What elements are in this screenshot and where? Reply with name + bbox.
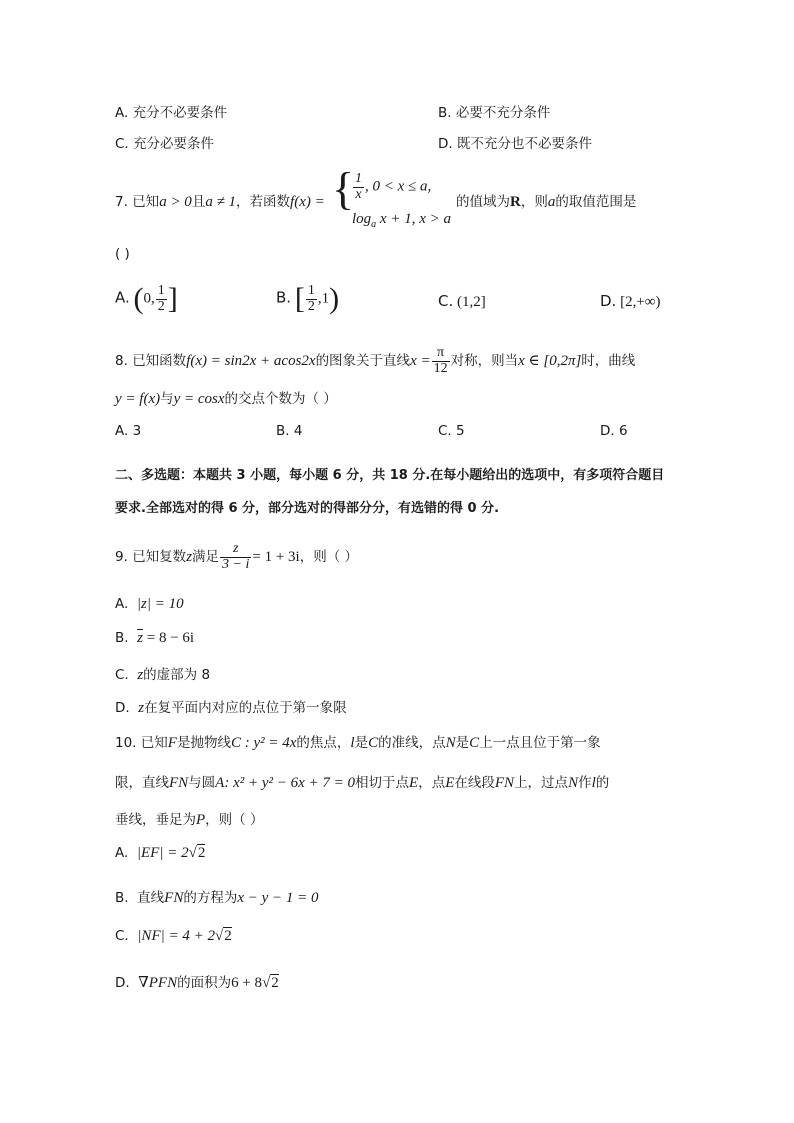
variable: FN xyxy=(169,775,189,791)
variable: z xyxy=(138,700,145,716)
q6-option-d: D. 既不充分也不必要条件 xyxy=(438,136,592,152)
variable: z xyxy=(137,667,144,683)
piecewise-case-2 xyxy=(352,211,451,230)
q8-option-b: B. 4 xyxy=(276,423,303,439)
q10-stem-line2 xyxy=(115,771,609,792)
q7-stem-tail xyxy=(456,190,636,211)
function-math: y = cosx xyxy=(173,391,225,407)
stem-text: 与 xyxy=(160,391,174,407)
interval-math: x ∈ [0,2π] xyxy=(518,353,582,370)
q7-option-a xyxy=(115,284,178,314)
stem-text: 的图象关于直线 xyxy=(315,353,411,370)
stem-text: 限，直线 xyxy=(115,775,169,791)
variable: E xyxy=(409,775,419,791)
q9-option-a xyxy=(115,596,184,613)
numerator: π xyxy=(432,346,450,362)
option-math: = 8 − 6i xyxy=(143,630,195,646)
fraction xyxy=(156,284,167,314)
stem-text: 与圆 xyxy=(188,775,216,791)
q8-option-a: A. 3 xyxy=(115,423,142,439)
stem-text: 已知复数 xyxy=(132,549,187,566)
question-number: 7. xyxy=(115,194,128,210)
sqrt-symbol: √ xyxy=(262,975,271,991)
q9-option-c xyxy=(115,663,210,684)
piecewise-brace: { xyxy=(332,163,355,214)
denominator: 3 − i xyxy=(222,556,250,572)
condition-math: a ≠ 1 xyxy=(205,194,237,210)
section-heading-line1: 二、多选题：本题共 3 小题，每小题 6 分，共 18 分.在每小题给出的选项中，有多项符合题目 xyxy=(115,468,665,483)
option-math: |EF| = 2 xyxy=(136,845,189,861)
q10-option-d xyxy=(115,971,279,992)
variable: FN xyxy=(494,775,515,791)
stem-text: 满足 xyxy=(192,549,220,566)
q9-option-b xyxy=(115,630,194,647)
variable: FN xyxy=(164,890,184,906)
q6-option-a: A. 充分不必要条件 xyxy=(115,105,228,121)
triangle-label: ∇PFN xyxy=(138,975,178,991)
denominator: 2 xyxy=(157,298,165,314)
option-label: D. xyxy=(115,975,130,991)
stem-text: 的取值范围是 xyxy=(555,194,637,210)
option-math: |NF| = 4 + 2 xyxy=(137,928,215,944)
numerator: 1 xyxy=(157,283,165,298)
q6-option-b: B. 必要不充分条件 xyxy=(438,105,551,121)
stem-text: 是抛物线 xyxy=(176,735,231,751)
stem-text: 上一点且位于第一象 xyxy=(479,735,601,751)
fraction xyxy=(306,284,317,314)
equation-math: = 1 + 3i xyxy=(252,549,300,566)
q9-option-d xyxy=(115,696,347,717)
option-label: C. xyxy=(115,928,129,944)
interval-value: (1,2] xyxy=(457,294,486,310)
option-label: C. xyxy=(115,667,129,683)
stem-text: 上，过点 xyxy=(514,775,569,791)
option-label: B. xyxy=(115,890,129,906)
question-number: 10. xyxy=(115,735,137,751)
option-label: A. xyxy=(115,288,130,307)
stem-text: 对称，则当 xyxy=(450,353,519,370)
piecewise-case-1 xyxy=(352,172,431,202)
stem-text: ，则（ ） xyxy=(205,812,264,828)
q10-option-a xyxy=(115,845,205,862)
q7-option-c xyxy=(438,292,486,311)
option-label: D. xyxy=(600,292,617,310)
question-number: 9. xyxy=(115,549,128,566)
option-text: 的方程为 xyxy=(183,890,238,906)
stem-text: 相切于点 xyxy=(355,775,410,791)
denominator: x xyxy=(355,186,362,202)
stem-text: 的交点个数为（ ） xyxy=(224,391,337,407)
equation-math: A: x² + y² − 6x + 7 = 0 xyxy=(215,775,356,791)
question-number: 8. xyxy=(115,353,128,370)
q7-option-d xyxy=(600,292,660,311)
log-text: log xyxy=(352,211,372,227)
variable: F xyxy=(167,735,177,751)
sqrt-symbol: √ xyxy=(214,928,224,944)
option-math: x − y − 1 = 0 xyxy=(237,890,319,906)
stem-text: 作 xyxy=(578,775,592,791)
stem-text: ，若函数 xyxy=(236,194,291,210)
stem-text: ，点 xyxy=(418,775,446,791)
radicand: 2 xyxy=(271,975,279,991)
variable: z xyxy=(186,549,193,566)
option-label: A. xyxy=(115,845,129,861)
bracket: ( xyxy=(133,282,144,316)
option-math: |z| = 10 xyxy=(136,596,184,612)
case-condition: x + 1, x > a xyxy=(376,211,451,227)
option-label: A. xyxy=(115,596,129,612)
stem-text: 是 xyxy=(354,735,369,751)
numerator: 1 xyxy=(307,283,315,298)
equation-math: x = xyxy=(410,353,431,370)
section-heading-line2: 要求.全部选对的得 6 分，部分选对的得部分分，有选错的得 0 分. xyxy=(115,501,500,516)
real-set-symbol: R xyxy=(510,194,521,210)
denominator: 2 xyxy=(307,298,315,314)
option-label: B. xyxy=(115,630,129,646)
variable: C xyxy=(469,735,480,751)
stem-text: 的 xyxy=(595,775,610,791)
q10-option-c xyxy=(115,928,232,945)
interval-value: [2,+∞) xyxy=(620,294,661,310)
stem-text: 的焦点， xyxy=(296,735,351,751)
stem-text: 在线段 xyxy=(454,775,495,791)
q10-stem-line1 xyxy=(115,731,601,752)
q9-stem xyxy=(115,542,358,572)
condition-math: a > 0 xyxy=(159,194,192,210)
sqrt-symbol: √ xyxy=(188,845,197,861)
stem-text: 垂线，垂足为 xyxy=(115,812,196,828)
q8-option-c: C. 5 xyxy=(438,423,465,439)
numerator: z xyxy=(220,542,251,558)
variable: P xyxy=(196,812,206,828)
q7-stem xyxy=(115,190,325,211)
fraction xyxy=(353,172,364,202)
log-base: a xyxy=(371,219,377,230)
variable: a xyxy=(547,194,556,210)
variable: E xyxy=(445,775,455,791)
conjugate-variable: $\overline{z}$ xyxy=(137,630,143,646)
bracket: ) xyxy=(329,282,340,316)
variable: N xyxy=(445,735,456,751)
option-label: D. xyxy=(115,700,130,716)
equation-math: C : y² = 4x xyxy=(230,735,297,751)
bracket: ] xyxy=(167,282,178,316)
function-label: f(x) = xyxy=(290,194,325,210)
interval-value: ,1 xyxy=(317,290,330,307)
bracket: [ xyxy=(294,282,305,316)
variable: N xyxy=(568,775,579,791)
stem-text: 已知 xyxy=(132,194,160,210)
option-text: 的面积为 xyxy=(177,975,232,991)
stem-text: ，则 xyxy=(520,194,548,210)
fraction xyxy=(432,346,450,376)
answer-paren: ( ) xyxy=(115,246,130,262)
fraction xyxy=(220,542,251,572)
numerator: 1 xyxy=(355,171,362,186)
variable: l xyxy=(350,735,355,751)
option-label: B. xyxy=(276,288,292,307)
stem-text: ，则（ ） xyxy=(299,549,359,566)
stem-text: 是 xyxy=(455,735,470,751)
variable: C xyxy=(368,735,379,751)
option-label: C. xyxy=(438,292,454,310)
radicand: 2 xyxy=(224,928,232,944)
denominator: 12 xyxy=(433,360,448,376)
function-math: f(x) = sin2x + acos2x xyxy=(186,353,316,370)
interval-value: 0, xyxy=(143,290,155,307)
stem-text: 且 xyxy=(191,194,206,210)
option-text: 直线 xyxy=(137,890,165,906)
case-condition: , 0 < x ≤ a, xyxy=(365,178,432,195)
stem-text: 时，曲线 xyxy=(581,353,636,370)
option-text: 在复平面内对应的点位于第一象限 xyxy=(144,700,347,716)
q8-stem-line1 xyxy=(115,346,635,376)
stem-text: 的准线，点 xyxy=(378,735,446,751)
stem-text: 的值域为 xyxy=(456,194,510,210)
q8-stem-line2 xyxy=(115,387,337,408)
q7-option-b xyxy=(276,284,339,314)
stem-text: 已知 xyxy=(140,735,168,751)
stem-text: 已知函数 xyxy=(132,353,187,370)
q10-option-b xyxy=(115,886,319,907)
option-math: 6 + 8 xyxy=(231,975,263,991)
variable: l xyxy=(591,775,596,791)
q8-option-d: D. 6 xyxy=(600,423,628,439)
option-text: 的虚部为 8 xyxy=(143,667,211,683)
function-math: y = f(x) xyxy=(115,391,161,407)
radicand: 2 xyxy=(197,845,206,861)
q10-stem-line3 xyxy=(115,808,263,829)
q6-option-c: C. 充分必要条件 xyxy=(115,136,215,152)
